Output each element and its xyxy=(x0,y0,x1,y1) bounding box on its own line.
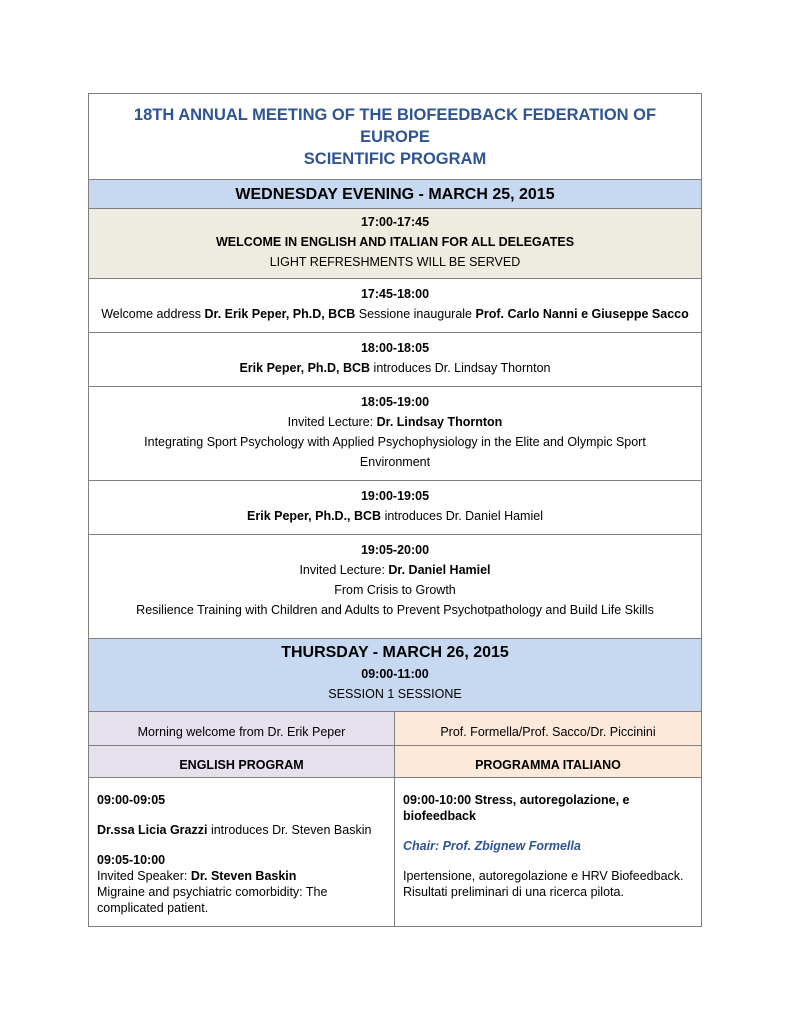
session-lecture-hamiel xyxy=(89,535,701,639)
session-time: 18:05-19:00 xyxy=(360,395,430,409)
session-time: 19:05-20:00 xyxy=(360,543,430,557)
meeting-title: 18TH ANNUAL MEETING OF THE BIOFEEDBACK FEDERATION OF EUROPE xyxy=(133,106,657,146)
text-prefix: Invited Lecture: xyxy=(299,563,389,577)
italian-welcome: Prof. Formella/Prof. Sacco/Dr. Piccinini xyxy=(395,712,701,745)
wednesday-welcome-block xyxy=(89,209,701,279)
speaker-name: Dr. Steven Baskin xyxy=(190,869,297,883)
speaker-name: Erik Peper, Ph.D., BCB xyxy=(247,509,382,523)
wednesday-day-title: WEDNESDAY EVENING - MARCH 25, 2015 xyxy=(89,180,701,209)
session-lecture-thornton xyxy=(89,387,701,481)
session-description xyxy=(89,506,701,526)
italian-program-header: PROGRAMMA ITALIANO xyxy=(395,746,701,777)
program-columns xyxy=(89,778,701,926)
lecture-topic: Environment xyxy=(359,455,431,469)
welcome-columns xyxy=(89,712,701,746)
text-prefix: Welcome address xyxy=(101,307,205,321)
lecture-speaker-line xyxy=(89,412,701,432)
italian-program xyxy=(395,778,701,926)
session-description xyxy=(89,304,701,324)
text-middle: Sessione inaugurale xyxy=(355,307,476,321)
lecture-speaker-line xyxy=(89,560,701,580)
session-time: 19:00-19:05 xyxy=(360,489,430,503)
speaker-name: Dr. Daniel Hamiel xyxy=(388,563,491,577)
session-time: 09:00-09:05 xyxy=(97,793,166,807)
program-subtitle: SCIENTIFIC PROGRAM xyxy=(303,150,487,168)
text-rest: introduces Dr. Lindsay Thornton xyxy=(370,361,551,375)
session-description xyxy=(89,358,701,378)
lecture-topic: Resilience Training with Children and Adults to Prevent Psychotpathology and Build Life Skills xyxy=(136,603,654,617)
session-name: SESSION 1 SESSIONE xyxy=(328,687,462,701)
lecture-topic: Migraine and psychiatric comorbidity: The complicated patient. xyxy=(97,885,328,915)
text-prefix: Invited Lecture: xyxy=(287,415,377,429)
program-column-headers xyxy=(89,746,701,778)
session-introduction xyxy=(89,333,701,387)
welcome-note: LIGHT REFRESHMENTS WILL BE SERVED xyxy=(269,255,521,269)
session-time: 18:00-18:05 xyxy=(360,341,430,355)
session-time: 17:45-18:00 xyxy=(360,287,430,301)
program-header xyxy=(89,94,701,180)
italian-session-title: 09:00-10:00 Stress, autoregolazione, e biofeedback xyxy=(403,793,630,823)
speaker-name: Prof. Carlo Nanni e Giuseppe Sacco xyxy=(475,307,689,321)
session-welcome-address xyxy=(89,279,701,333)
text-rest: introduces Dr. Steven Baskin xyxy=(207,823,372,837)
english-program-header: ENGLISH PROGRAM xyxy=(89,746,395,777)
english-welcome: Morning welcome from Dr. Erik Peper xyxy=(89,712,395,745)
speaker-name: Dr. Lindsay Thornton xyxy=(376,415,503,429)
lecture-topic: Ipertensione, autoregolazione e HRV Biofeedback. Risultati preliminari di una ricerca pilota. xyxy=(403,869,684,899)
english-program xyxy=(89,778,395,926)
text-prefix: Invited Speaker: xyxy=(97,869,191,883)
text-rest: introduces Dr. Daniel Hamiel xyxy=(381,509,543,523)
lecture-topic: From Crisis to Growth xyxy=(334,583,456,597)
session-time: 09:00-11:00 xyxy=(361,667,429,681)
introduction-line xyxy=(97,822,386,838)
welcome-time: 17:00-17:45 xyxy=(360,215,430,229)
thursday-day-title: THURSDAY - MARCH 26, 2015 xyxy=(281,644,509,661)
speaker-name: Dr.ssa Licia Grazzi xyxy=(97,823,208,837)
speaker-line xyxy=(97,868,386,884)
welcome-title: WELCOME IN ENGLISH AND ITALIAN FOR ALL DELEGATES xyxy=(215,235,575,249)
speaker-name: Dr. Erik Peper, Ph.D, BCB xyxy=(204,307,356,321)
session-chair: Chair: Prof. Zbignew Formella xyxy=(403,839,581,853)
speaker-name: Erik Peper, Ph.D, BCB xyxy=(239,361,371,375)
thursday-session-header xyxy=(89,639,701,712)
lecture-topic: Integrating Sport Psychology with Applied Psychophysiology in the Elite and Olympic Sport xyxy=(144,435,646,449)
session-time: 09:05-10:00 xyxy=(97,853,166,867)
program-table xyxy=(88,93,702,927)
session-introduction xyxy=(89,481,701,535)
